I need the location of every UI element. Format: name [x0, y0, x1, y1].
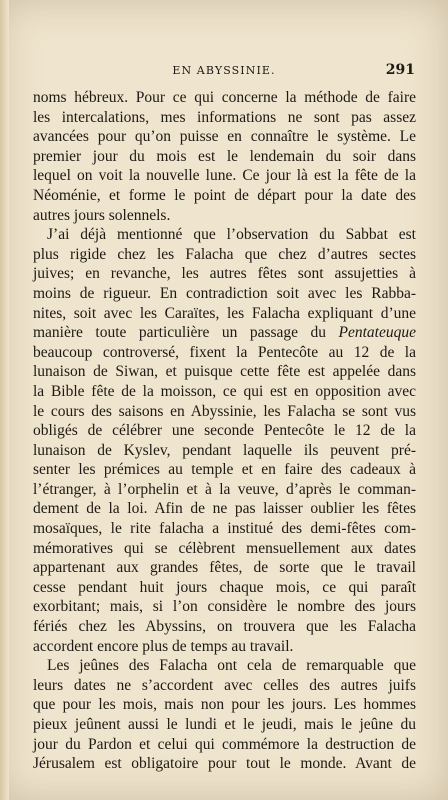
text-line: leurs dates ne s’accordent avec celles des autres juifs	[33, 676, 416, 694]
text-line: avancées pour qu’on puisse en connaître le système. Le	[33, 128, 416, 146]
text-line: obligés de célébrer une seconde Pentecôte le 12 de la	[33, 422, 416, 440]
text-line: les intercalations, mes informations ne sont pas assez	[33, 108, 416, 126]
text-line: lunaison de Siwan, et puisque cette fête est appelée dans	[33, 363, 416, 381]
text-line: nites, soit avec les Caraïtes, les Falacha expliquant d’une	[33, 304, 416, 322]
page-gutter-shadow	[0, 0, 9, 800]
text-line: lunaison de Kyslev, pendant laquelle ils peuvent pré-	[33, 441, 416, 459]
text-line: moins de rigueur. En contradiction soit avec les Rabba-	[33, 284, 416, 302]
text-line	[33, 323, 416, 343]
text-line: le cours des saisons en Abyssinie, les Falacha se sont vus	[33, 402, 416, 420]
running-head	[33, 64, 415, 84]
text-line: premier jour du mois est le lendemain du soir dans	[33, 147, 416, 165]
text-line: senter les prémices au temple et en faire des cadeaux à	[33, 461, 416, 479]
text-line: J’ai déjà mentionné que l’observation du Sabbat est	[47, 226, 416, 244]
text-line: accordent encore plus de temps au travail.	[33, 637, 294, 655]
text-line: exorbitant; mais, si l’on considère le nombre des jours	[33, 598, 416, 616]
text-fragment: manière toute particulière un passage du	[33, 324, 327, 342]
text-line: dement de la loi. Afin de ne pas laisser oublier les fêtes	[33, 500, 416, 518]
text-line: l’étranger, à l’orphelin et à la veuve, d’après le comman-	[33, 480, 416, 498]
text-line: Les jeûnes des Falacha ont cela de remarquable que	[47, 657, 416, 675]
text-line: appartenant aux grandes fêtes, de sorte que le travail	[33, 559, 416, 577]
text-line: Jérusalem est obligatoire pour tout le monde. Avant de	[33, 755, 416, 773]
text-line: jour du Pardon et celui qui commémore la destruction de	[33, 735, 416, 753]
text-line: plus rigide chez les Falacha que chez d’autres sectes	[33, 245, 416, 263]
text-line: Néoménie, et forme le point de départ pour la date des	[33, 186, 416, 204]
text-line: que pour les mois, mais non pour les jours. Les hommes	[33, 696, 416, 714]
text-line: mémoratives qui se célèbrent mensuellement aux dates	[33, 539, 416, 557]
body-text	[33, 88, 416, 774]
running-title: EN ABYSSINIE.	[172, 64, 276, 77]
text-line: lequel on voit la nouvelle lune. Ce jour là est la fête de la	[33, 167, 416, 185]
text-line: la Bible fête de la moisson, ce qui est en opposition avec	[33, 382, 416, 400]
text-line: cesse pendant huit jours chaque mois, ce qui paraît	[33, 578, 416, 596]
italic-title: Pentateuque	[338, 324, 417, 342]
text-line: beaucoup controversé, fixent la Pentecôte au 12 de la	[33, 343, 416, 361]
text-line: juives; en revanche, les autres fêtes sont assujetties à	[33, 265, 416, 283]
text-line: autres jours solennels.	[33, 206, 171, 224]
page-number: 291	[385, 62, 415, 78]
text-line: noms hébreux. Pour ce qui concerne la méthode de faire	[33, 89, 416, 106]
text-line: pieux jeûnent aussi le lundi et le jeudi, mais le jeûne du	[33, 716, 416, 733]
text-line: mosaïques, le rite falacha a institué des demi-fêtes com-	[33, 520, 416, 538]
text-line: fériés chez les Abyssins, on trouvera que les Falacha	[33, 618, 416, 636]
